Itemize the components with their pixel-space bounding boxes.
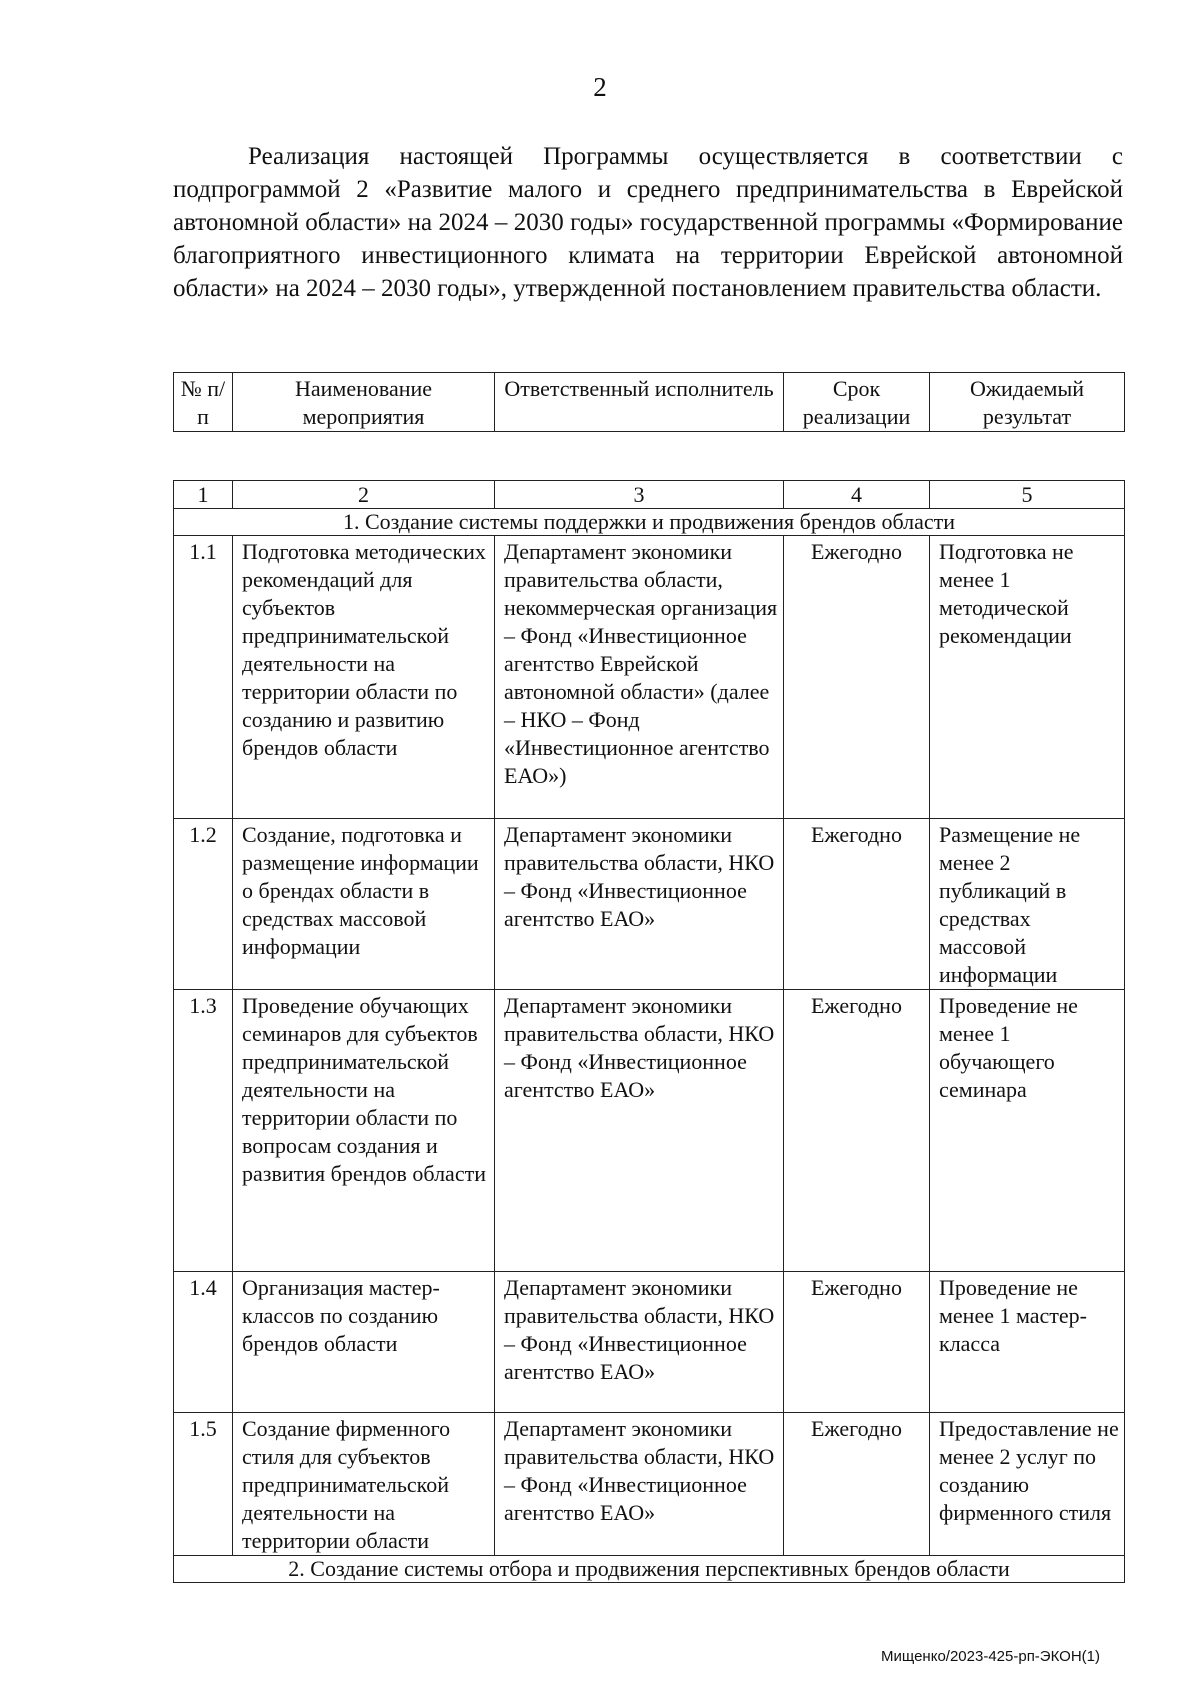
- column-number: 1: [174, 481, 233, 509]
- row-executor: Департамент экономики правительства области, НКО – Фонд «Инвестиционное агентство ЕАО»: [495, 1272, 784, 1413]
- measures-table: [173, 480, 1125, 1583]
- column-number: 4: [784, 481, 930, 509]
- table-row: [174, 819, 1125, 990]
- table-row: [174, 536, 1125, 819]
- row-term: Ежегодно: [784, 536, 930, 819]
- row-number: 1.1: [174, 536, 233, 819]
- row-result: Предоставление не менее 2 услуг по созданию фирменного стиля: [930, 1413, 1125, 1556]
- row-executor: Департамент экономики правительства области, НКО – Фонд «Инвестиционное агентство ЕАО»: [495, 819, 784, 990]
- column-numbers-row: [174, 481, 1125, 509]
- row-number: 1.5: [174, 1413, 233, 1556]
- row-number: 1.4: [174, 1272, 233, 1413]
- row-term: Ежегодно: [784, 1413, 930, 1556]
- section-row: [174, 1556, 1125, 1583]
- header-num: № п/п: [174, 373, 233, 432]
- table-row: [174, 1413, 1125, 1556]
- page-number: 2: [593, 72, 607, 102]
- section-row: [174, 509, 1125, 536]
- column-number: 2: [233, 481, 495, 509]
- column-number: 5: [930, 481, 1125, 509]
- row-result: Подготовка не менее 1 методической рекомендации: [930, 536, 1125, 819]
- header-executor: Ответственный исполнитель: [495, 373, 784, 432]
- row-name: Организация мастер-классов по созданию брендов области: [233, 1272, 495, 1413]
- document-code: Мищенко/2023-425-рп-ЭКОН(1): [881, 1648, 1100, 1665]
- row-number: 1.3: [174, 990, 233, 1272]
- table-row: [174, 990, 1125, 1272]
- row-name: Проведение обучающих семинаров для субъектов предпринимательской деятельности на территории области по вопросам создания и развития брендов области: [233, 990, 495, 1272]
- row-result: Размещение не менее 2 публикаций в средствах массовой информации: [930, 819, 1125, 990]
- header-name: Наименование мероприятия: [233, 373, 495, 432]
- row-term: Ежегодно: [784, 1272, 930, 1413]
- row-name: Создание, подготовка и размещение информации о брендах области в средствах массовой информации: [233, 819, 495, 990]
- section-title: 1. Создание системы поддержки и продвижения брендов области: [174, 509, 1125, 536]
- intro-paragraph: Реализация настоящей Программы осуществляется в соответствии с подпрограммой 2 «Развитие малого и среднего предпринимательства в Еврейской автономной области» на 2024 – 2030 годы» государственной программы «Формирование благоприятного инвестиционного климата на территории Еврейской автономной области» на 2024 – 2030 годы», утвержденной постановлением правительства области.: [173, 143, 1123, 302]
- row-result: Проведение не менее 1 мастер-класса: [930, 1272, 1125, 1413]
- section-title: 2. Создание системы отбора и продвижения перспективных брендов области: [174, 1556, 1125, 1583]
- table-header: [173, 372, 1125, 432]
- row-executor: Департамент экономики правительства области, НКО – Фонд «Инвестиционное агентство ЕАО»: [495, 990, 784, 1272]
- row-executor: Департамент экономики правительства области, НКО – Фонд «Инвестиционное агентство ЕАО»: [495, 1413, 784, 1556]
- row-result: Проведение не менее 1 обучающего семинара: [930, 990, 1125, 1272]
- row-executor: Департамент экономики правительства области, некоммерческая организация – Фонд «Инвестиционное агентство Еврейской автономной области» (далее – НКО – Фонд «Инвестиционное агентство ЕАО»): [495, 536, 784, 819]
- row-term: Ежегодно: [784, 990, 930, 1272]
- header-term: Срок реализации: [784, 373, 930, 432]
- row-name: Создание фирменного стиля для субъектов предпринимательской деятельности на территории области: [233, 1413, 495, 1556]
- header-result: Ожидаемый результат: [930, 373, 1125, 432]
- row-number: 1.2: [174, 819, 233, 990]
- row-name: Подготовка методических рекомендаций для субъектов предпринимательской деятельности на территории области по созданию и развитию брендов области: [233, 536, 495, 819]
- column-number: 3: [495, 481, 784, 509]
- table-row: [174, 1272, 1125, 1413]
- row-term: Ежегодно: [784, 819, 930, 990]
